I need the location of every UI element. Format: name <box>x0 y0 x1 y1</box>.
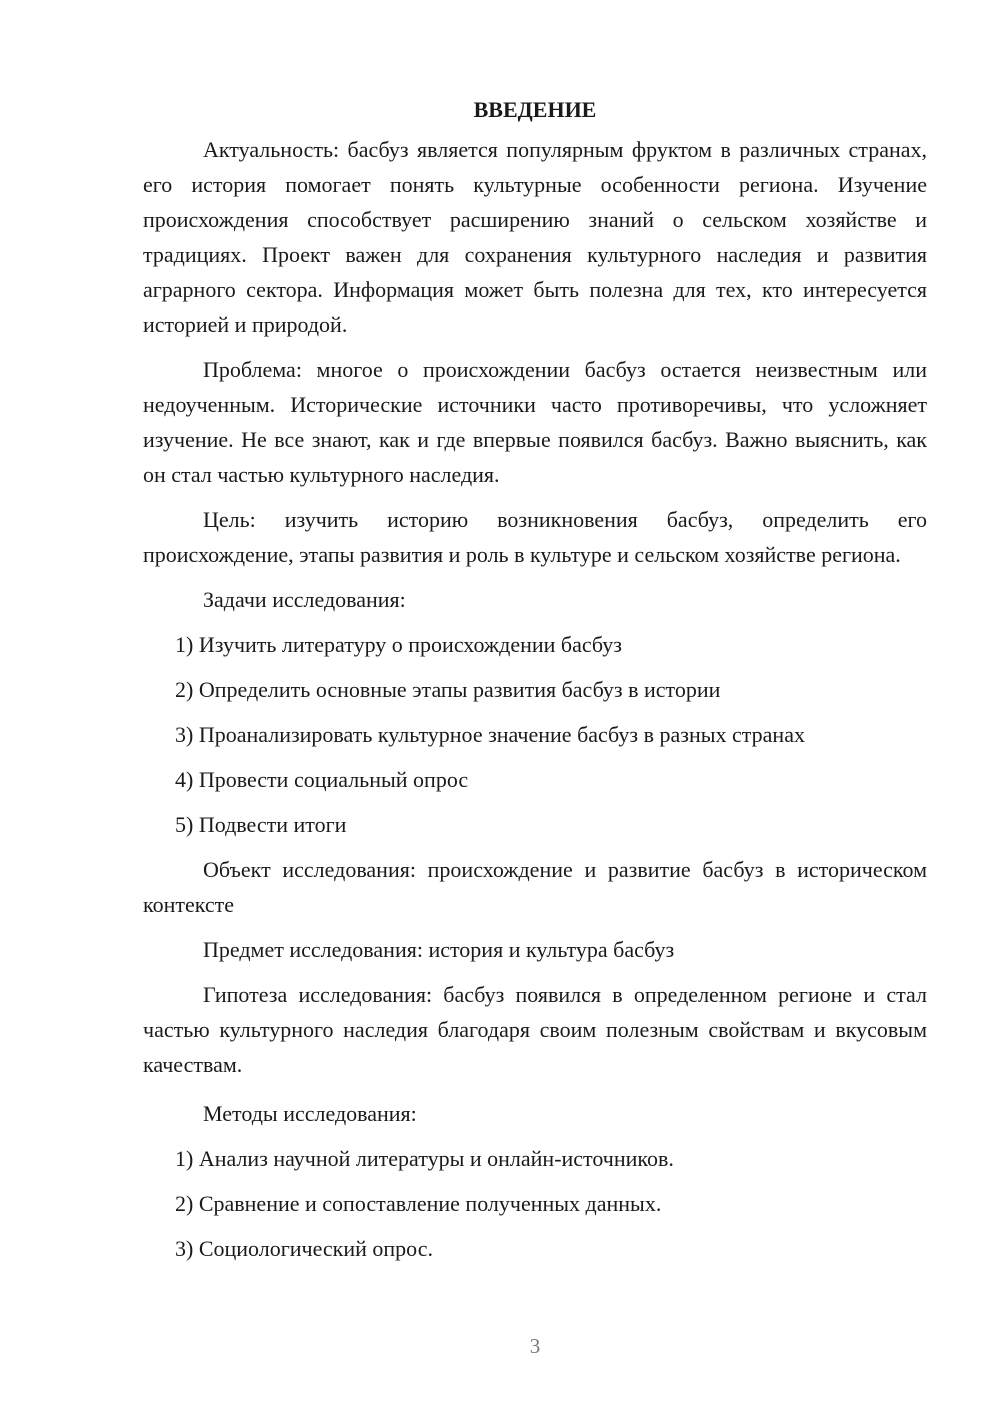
subject-paragraph: Предмет исследования: история и культура басбуз <box>203 937 675 962</box>
hypothesis-paragraph: Гипотеза исследования: басбуз появился в определенном регионе и стал частью культурного наследия благодаря своим полезным свойствам и вкусовым качествам. <box>143 982 927 1077</box>
problem-paragraph: Проблема: многое о происхождении басбуз остается неизвестным или недоученным. Исторические источники часто противоречивы, что усложняет изучение. Не все знают, как и где впервые появился басбуз. Важно выяснить, как он стал частью культурного наследия. <box>143 357 927 487</box>
page-number: 3 <box>529 1334 541 1358</box>
tasks-list <box>143 627 927 842</box>
page-content <box>143 92 927 1276</box>
methods-label: Методы исследования: <box>203 1101 417 1126</box>
object-paragraph: Объект исследования: происхождение и развитие басбуз в историческом контексте <box>143 857 927 917</box>
methods-list <box>143 1141 927 1266</box>
method-item: 1) Анализ научной литературы и онлайн-источников. <box>175 1146 674 1171</box>
task-item: 2) Определить основные этапы развития басбуз в истории <box>175 677 721 702</box>
task-item: 4) Провести социальный опрос <box>175 767 469 792</box>
section-title: ВВЕДЕНИЕ <box>473 97 597 122</box>
task-item: 3) Проанализировать культурное значение басбуз в разных странах <box>175 722 805 747</box>
task-item: 1) Изучить литературу о происхождении басбуз <box>175 632 622 657</box>
method-item: 3) Социологический опрос. <box>175 1236 433 1261</box>
task-item: 5) Подвести итоги <box>175 812 347 837</box>
tasks-label: Задачи исследования: <box>203 587 406 612</box>
relevance-paragraph: Актуальность: басбуз является популярным фруктом в различных странах, его история помогает понять культурные особенности региона. Изучение происхождения способствует расширению знаний о сельском хозяйстве и традициях. Проект важен для сохранения культурного наследия и развития аграрного сектора. Информация может быть полезна для тех, кто интересуется историей и природой. <box>143 137 927 337</box>
method-item: 2) Сравнение и сопоставление полученных данных. <box>175 1191 662 1216</box>
goal-paragraph: Цель: изучить историю возникновения басбуз, определить его происхождение, этапы развития и роль в культуре и сельском хозяйстве региона. <box>143 507 927 567</box>
